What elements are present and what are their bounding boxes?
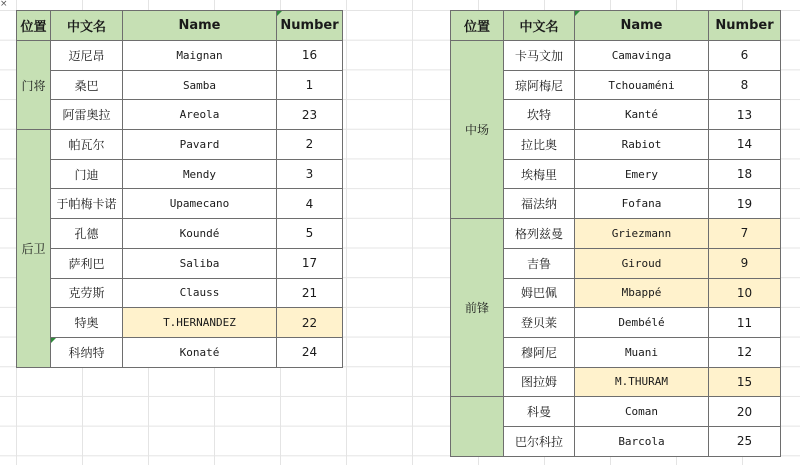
chinese-name-cell[interactable]: 图拉姆 xyxy=(504,367,575,397)
left-table-body xyxy=(17,41,343,368)
player-name-cell[interactable]: Clauss xyxy=(123,278,277,308)
number-cell[interactable]: 9 xyxy=(709,248,781,278)
player-name-cell[interactable]: Maignan xyxy=(123,41,277,71)
chinese-name-cell[interactable]: 于帕梅卡诺 xyxy=(51,189,123,219)
player-name-cell[interactable]: Konaté xyxy=(123,337,277,367)
player-name-cell[interactable]: Rabiot xyxy=(575,130,709,160)
position-cell[interactable]: 中场 xyxy=(451,41,504,219)
table-row xyxy=(17,100,343,130)
header-number[interactable]: Number xyxy=(709,11,781,41)
chinese-name-cell[interactable]: 登贝莱 xyxy=(504,308,575,338)
table-row xyxy=(17,189,343,219)
table-row xyxy=(17,308,343,338)
chinese-name-cell[interactable]: 埃梅里 xyxy=(504,159,575,189)
left-roster-table xyxy=(16,10,343,368)
number-cell[interactable]: 21 xyxy=(277,278,343,308)
table-row xyxy=(17,337,343,367)
chinese-name-cell[interactable]: 门迪 xyxy=(51,159,123,189)
right-table-body xyxy=(451,41,781,457)
number-cell[interactable]: 2 xyxy=(277,130,343,160)
number-cell[interactable]: 7 xyxy=(709,219,781,249)
number-cell[interactable]: 11 xyxy=(709,308,781,338)
chinese-name-cell[interactable]: 拉比奥 xyxy=(504,130,575,160)
number-cell[interactable]: 6 xyxy=(709,41,781,71)
chinese-name-cell[interactable]: 吉鲁 xyxy=(504,248,575,278)
header-position[interactable]: 位置 xyxy=(17,11,51,41)
player-name-cell[interactable]: Mbappé xyxy=(575,278,709,308)
chinese-name-cell[interactable]: 格列兹曼 xyxy=(504,219,575,249)
table-row xyxy=(17,70,343,100)
number-cell[interactable]: 1 xyxy=(277,70,343,100)
chinese-name-cell[interactable]: 福法纳 xyxy=(504,189,575,219)
player-name-cell[interactable]: Pavard xyxy=(123,130,277,160)
player-name-cell[interactable]: M.THURAM xyxy=(575,367,709,397)
chinese-name-cell[interactable]: 巴尔科拉 xyxy=(504,426,575,456)
header-row xyxy=(17,11,343,41)
number-cell[interactable]: 20 xyxy=(709,397,781,427)
right-roster-table xyxy=(450,10,781,457)
position-cell[interactable]: 后卫 xyxy=(17,130,51,368)
chinese-name-cell[interactable]: 卡马文加 xyxy=(504,41,575,71)
table-row xyxy=(451,41,781,71)
table-row xyxy=(17,159,343,189)
player-name-cell[interactable]: Barcola xyxy=(575,426,709,456)
number-cell[interactable]: 15 xyxy=(709,367,781,397)
number-cell[interactable]: 13 xyxy=(709,100,781,130)
table-row xyxy=(17,41,343,71)
player-name-cell[interactable]: Samba xyxy=(123,70,277,100)
player-name-cell[interactable]: Kanté xyxy=(575,100,709,130)
corner-mark: × xyxy=(0,0,8,9)
player-name-cell[interactable]: Saliba xyxy=(123,248,277,278)
chinese-name-cell[interactable]: 坎特 xyxy=(504,100,575,130)
chinese-name-cell[interactable]: 阿雷奥拉 xyxy=(51,100,123,130)
table-row xyxy=(451,219,781,249)
player-name-cell[interactable]: Fofana xyxy=(575,189,709,219)
header-chinese-name[interactable]: 中文名 xyxy=(51,11,123,41)
number-cell[interactable]: 17 xyxy=(277,248,343,278)
table-row xyxy=(17,130,343,160)
header-chinese-name[interactable]: 中文名 xyxy=(504,11,575,41)
player-name-cell[interactable]: T.HERNANDEZ xyxy=(123,308,277,338)
chinese-name-cell[interactable]: 帕瓦尔 xyxy=(51,130,123,160)
header-number[interactable]: Number xyxy=(277,11,343,41)
player-name-cell[interactable]: Muani xyxy=(575,337,709,367)
table-row xyxy=(17,278,343,308)
chinese-name-cell[interactable]: 孔德 xyxy=(51,219,123,249)
number-cell[interactable]: 5 xyxy=(277,219,343,249)
table-row xyxy=(17,219,343,249)
chinese-name-cell[interactable]: 特奥 xyxy=(51,308,123,338)
number-cell[interactable]: 24 xyxy=(277,337,343,367)
chinese-name-cell[interactable]: 萨利巴 xyxy=(51,248,123,278)
chinese-name-cell[interactable]: 穆阿尼 xyxy=(504,337,575,367)
number-cell[interactable]: 8 xyxy=(709,70,781,100)
number-cell[interactable]: 25 xyxy=(709,426,781,456)
header-name[interactable]: Name xyxy=(123,11,277,41)
header-row xyxy=(451,11,781,41)
chinese-name-cell[interactable]: 科曼 xyxy=(504,397,575,427)
chinese-name-cell[interactable]: 克劳斯 xyxy=(51,278,123,308)
chinese-name-cell[interactable]: 迈尼昂 xyxy=(51,41,123,71)
number-cell[interactable]: 4 xyxy=(277,189,343,219)
header-position[interactable]: 位置 xyxy=(451,11,504,41)
player-name-cell[interactable]: Emery xyxy=(575,159,709,189)
table-row xyxy=(17,248,343,278)
player-name-cell[interactable]: Coman xyxy=(575,397,709,427)
player-name-cell[interactable]: Giroud xyxy=(575,248,709,278)
number-cell[interactable]: 14 xyxy=(709,130,781,160)
position-cell[interactable] xyxy=(451,397,504,456)
player-name-cell[interactable]: Tchouaméni xyxy=(575,70,709,100)
chinese-name-cell[interactable]: 姆巴佩 xyxy=(504,278,575,308)
position-cell[interactable]: 门将 xyxy=(17,41,51,130)
player-name-cell[interactable]: Areola xyxy=(123,100,277,130)
position-cell[interactable]: 前锋 xyxy=(451,219,504,397)
number-cell[interactable]: 19 xyxy=(709,189,781,219)
number-cell[interactable]: 10 xyxy=(709,278,781,308)
table-row xyxy=(451,397,781,427)
header-name[interactable]: Name xyxy=(575,11,709,41)
chinese-name-cell[interactable]: 桑巴 xyxy=(51,70,123,100)
number-cell[interactable]: 12 xyxy=(709,337,781,367)
player-name-cell[interactable]: Koundé xyxy=(123,219,277,249)
chinese-name-cell[interactable]: 科纳特 xyxy=(51,337,123,367)
player-name-cell[interactable]: Camavinga xyxy=(575,41,709,71)
number-cell[interactable]: 3 xyxy=(277,159,343,189)
number-cell[interactable]: 16 xyxy=(277,41,343,71)
player-name-cell[interactable]: Upamecano xyxy=(123,189,277,219)
number-cell[interactable]: 18 xyxy=(709,159,781,189)
player-name-cell[interactable]: Mendy xyxy=(123,159,277,189)
chinese-name-cell[interactable]: 琼阿梅尼 xyxy=(504,70,575,100)
number-cell[interactable]: 23 xyxy=(277,100,343,130)
player-name-cell[interactable]: Dembélé xyxy=(575,308,709,338)
number-cell[interactable]: 22 xyxy=(277,308,343,338)
player-name-cell[interactable]: Griezmann xyxy=(575,219,709,249)
